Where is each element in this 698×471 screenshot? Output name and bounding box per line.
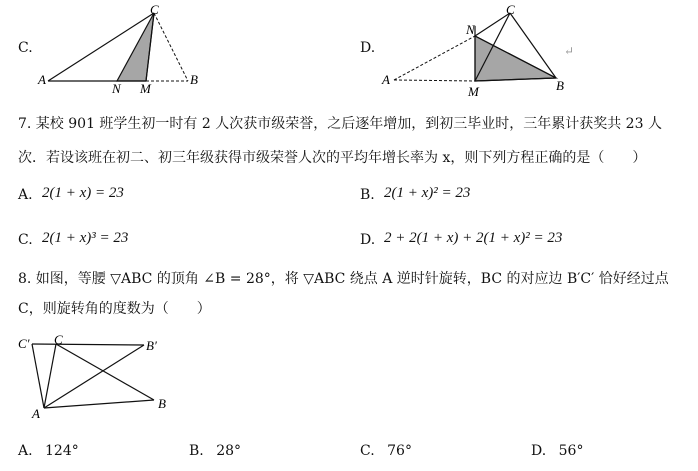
q8-option-a-value: 124° [45, 443, 79, 459]
fig-d-label-c: C [506, 2, 515, 17]
q8-option-d-value: 56° [558, 443, 584, 459]
q8-option-b [189, 443, 241, 459]
fig-c-label-a: A [38, 72, 46, 87]
q7-option-b-label: B. [360, 187, 375, 203]
q7-option-b-expr: 2(1 + x)² = 23 [384, 185, 471, 201]
q7-option-d-expr: 2 + 2(1 + x) + 2(1 + x)² = 23 [384, 230, 563, 246]
q8-fig-label-a: A [32, 406, 40, 421]
q8-option-d-label: D. [531, 443, 547, 459]
q6-option-c-label: C. [18, 40, 33, 56]
q7-option-a-expr: 2(1 + x) = 23 [42, 185, 124, 201]
q6-figure-c [36, 2, 216, 96]
fig-c-label-n: N [112, 81, 121, 96]
fig-d-label-n: N [466, 22, 475, 37]
q7-option-d-label: D. [360, 232, 376, 248]
fig-c-label-c: C [150, 2, 159, 17]
q8-figure [14, 332, 194, 424]
q8-stem-line1: 8. 如图，等腰 ▽ABC 的顶角 ∠B = 28°，将 ▽ABC 绕点 A 逆时针旋转，BC 的对应边 B′C′ 恰好经过点 [18, 271, 669, 287]
q8-option-c [360, 443, 412, 459]
fig-c-label-m: M [140, 81, 151, 96]
fig-d-label-b: B [556, 78, 564, 93]
q8-option-d [531, 443, 583, 459]
q8-option-b-value: 28° [216, 443, 242, 459]
q6-figure-d [380, 2, 570, 99]
q8-option-a [18, 443, 79, 459]
q8-fig-label-c: C [54, 332, 63, 347]
q8-option-c-label: C. [360, 443, 375, 459]
fig-d-label-a: A [382, 72, 390, 87]
q6-option-d-label: D. [360, 40, 376, 56]
fig-c-label-b: B [190, 72, 198, 87]
q8-option-a-label: A. [18, 443, 33, 459]
q7-option-a-label: A. [18, 187, 33, 203]
q8-fig-label-b-prime: B′ [146, 338, 157, 353]
q8-stem-line2: C，则旋转角的度数为（ ） [18, 301, 211, 317]
q7-option-c-expr: 2(1 + x)³ = 23 [42, 230, 129, 246]
q7-option-c-label: C. [18, 232, 33, 248]
return-mark: ↵ [564, 44, 575, 58]
q7-stem-line1: 7. 某校 901 班学生初一时有 2 人次获市级荣誉，之后逐年增加，到初三毕业时，三年累计获奖共 23 人 [18, 116, 662, 132]
q7-stem-line2: 次．若设该班在初二、初三年级获得市级荣誉人次的平均年增长率为 x，则下列方程正确的是（ ） [18, 150, 647, 166]
q8-fig-label-b: B [158, 396, 166, 411]
fig-d-label-m: M [468, 84, 479, 99]
q8-option-b-label: B. [189, 443, 204, 459]
q8-option-c-value: 76° [387, 443, 412, 459]
q8-fig-label-c-prime: C′ [18, 336, 30, 351]
